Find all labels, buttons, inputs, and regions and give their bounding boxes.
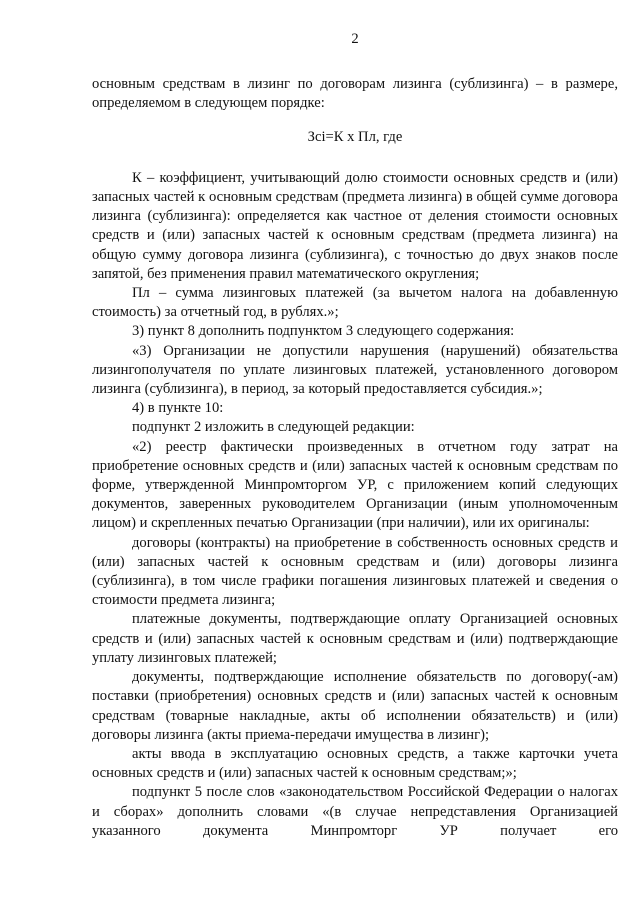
paragraph-commissioning-acts: акты ввода в эксплуатацию основных средств, а также карточки учета основных средств и (или) запасных частей к основным средствам;»; [92, 745, 618, 782]
paragraph-lease-payments: Пл – сумма лизинговых платежей (за вычетом налога на добавленную стоимость) за отчетный год, в рублях.»; [92, 285, 618, 321]
paragraph-subitem-5: подпункт 5 после слов «законодательством Российской Федерации о налогах и сборах» дополнить словами «(в случае непредставления Организацией указанного документа Минпромторг УР получает его [92, 784, 618, 839]
paragraph-fulfillment-docs: документы, подтверждающие исполнение обязательств по договору(-ам) поставки (приобретения) основных средств и (или) запасных частей к основным средствам (товарные накладные, акты об исполнении обязательств) и (или) договоры лизинга (акты приема-передачи имущества в лизинг); [92, 669, 618, 743]
formula: Зсi=К х Пл, где [307, 128, 403, 145]
paragraph-item-3-text: «3) Организации не допустили нарушения (нарушений) обязательства лизингополучателя по уплате лизинговых платежей, установленного договором лизинга (сублизинга), в период, за который предоставляется субсидия.»; [92, 342, 618, 398]
paragraph-registry: «2) реестр фактически произведенных в отчетном году затрат на приобретение основных средств и (или) запасных частей к основным средствам по форме, утвержденной Минпромторгом УР, с приложением копий следующих документов, заверенных руководителем Организации (иным уполномоченным лицом) и скрепленных печатью Организации (при наличии), или их оригиналы: [92, 438, 618, 532]
paragraph-subitem-2: подпункт 2 изложить в следующей редакции: [132, 419, 415, 436]
page-number: 2 [351, 31, 359, 47]
paragraph-coefficient: К – коэффициент, учитывающий долю стоимости основных средств и (или) запасных частей к основным средствам (предмета лизинга) в общей сумме договора лизинга (сублизинга): определяется как частное от деления стоимости основных средств и (или) запасных частей к основным средствам (предмета лизинга) на общую сумму договора лизинга (сублизинга), с точностью до двух знаков после запятой, без применения правил математического округления; [92, 169, 618, 282]
paragraph-payment-docs: платежные документы, подтверждающие оплату Организацией основных средств и (или) запасных частей к основным средствам и (или) подтверждающие уплату лизинговых платежей; [92, 611, 618, 666]
paragraph-item-4: 4) в пункте 10: [132, 400, 224, 417]
paragraph-item-3: 3) пункт 8 дополнить подпунктом 3 следующего содержания: [132, 323, 515, 340]
paragraph-contracts: договоры (контракты) на приобретение в собственность основных средств и (или) запасных частей к основным средствам и (или) договоры лизинга (сублизинга), в том числе графики погашения лизинговых платежей и сведения о стоимости предмета лизинга; [92, 534, 618, 609]
intro-paragraph: основным средствам в лизинг по договорам лизинга (сублизинга) – в размере, определяемом в следующем порядке: [92, 76, 618, 112]
